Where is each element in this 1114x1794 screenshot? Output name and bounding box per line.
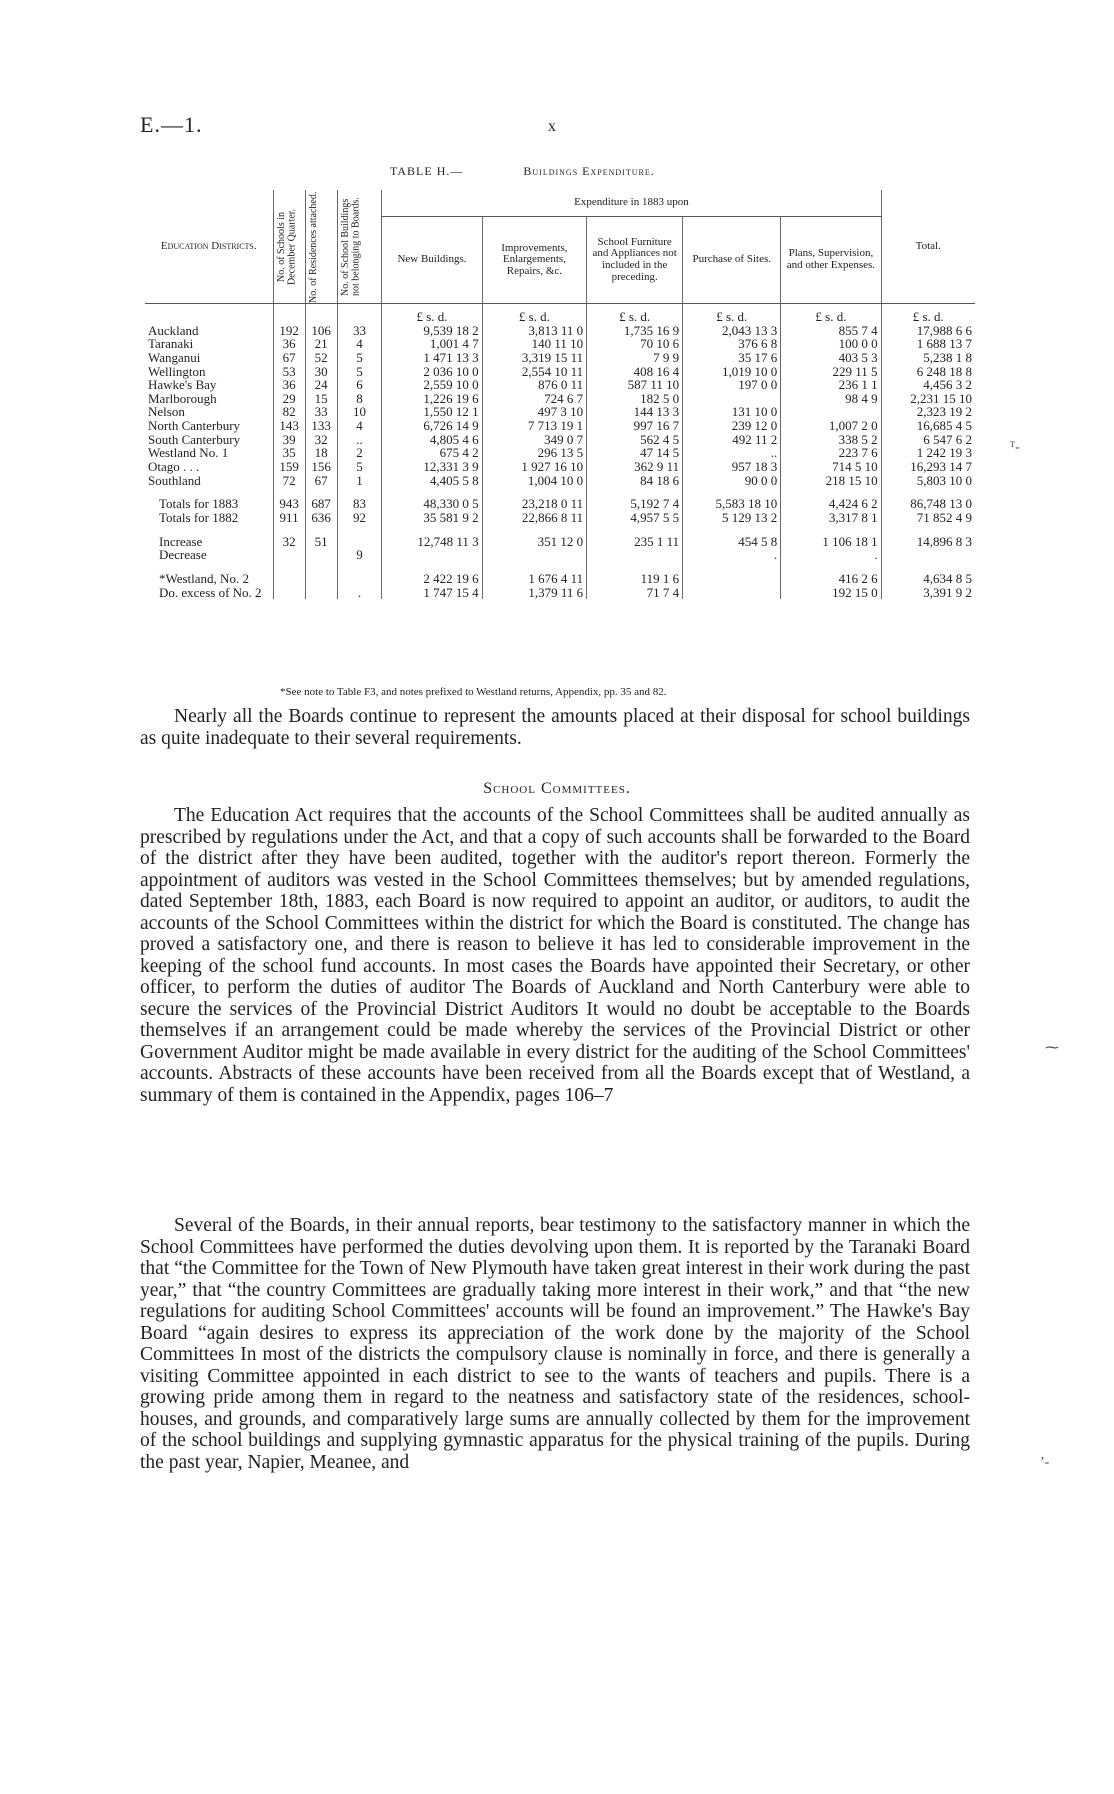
table-title-prefix: TABLE H.— <box>390 164 464 178</box>
cell-new: 48,330 0 5 <box>382 497 482 511</box>
cell-fur: 408 16 4 <box>587 365 683 379</box>
cell-site: 1,019 10 0 <box>683 365 781 379</box>
cell-plan: 1 106 18 1 <box>781 535 881 549</box>
cell-d: Taranaki <box>148 336 194 352</box>
cell-fur <box>587 548 683 562</box>
cell-s: 72 <box>273 474 305 488</box>
cell-site <box>683 392 781 406</box>
margin-mark: ʼ‑ <box>1040 1455 1050 1470</box>
cell-imp: 140 11 10 <box>482 337 587 351</box>
cell-new <box>382 548 482 562</box>
cell-site: 197 0 0 <box>683 378 781 392</box>
cell-plan: 192 15 0 <box>781 586 881 600</box>
cell-imp: 3,319 15 11 <box>482 351 587 365</box>
cell-plan: 236 1 1 <box>781 378 881 392</box>
cell-imp: 3,813 11 0 <box>482 324 587 338</box>
cell-n: 33 <box>337 324 382 338</box>
cell-r: 21 <box>305 337 337 351</box>
cell-imp: 349 0 7 <box>482 433 587 447</box>
cell-site <box>683 586 781 600</box>
cell-new: 1 747 15 4 <box>382 586 482 600</box>
cell-r: 133 <box>305 419 337 433</box>
units-label: £ s. d. <box>382 304 482 324</box>
cell-site: 35 17 6 <box>683 351 781 365</box>
cell-imp: 23,218 0 11 <box>482 497 587 511</box>
buildings-expenditure-table <box>145 190 975 599</box>
cell-n: 5 <box>337 460 382 474</box>
cell-imp: 1 676 4 11 <box>482 572 587 586</box>
cell-s: 36 <box>273 378 305 392</box>
cell-site: .. <box>683 446 781 460</box>
cell-plan: 98 4 9 <box>781 392 881 406</box>
cell-d: Wanganui <box>148 349 201 365</box>
cell-d: Nelson <box>148 404 185 420</box>
cell-site <box>683 572 781 586</box>
cell-s <box>273 586 305 600</box>
cell-n: 2 <box>337 446 382 460</box>
cell-new: 2 036 10 0 <box>382 365 482 379</box>
cell-n: 83 <box>337 497 382 511</box>
cell-plan: 229 11 5 <box>781 365 881 379</box>
cell-tot: 2,323 19 2 <box>881 405 975 419</box>
cell-r: 24 <box>305 378 337 392</box>
cell-plan: 1,007 2 0 <box>781 419 881 433</box>
cell-plan <box>781 405 881 419</box>
cell-imp: 724 6 7 <box>482 392 587 406</box>
report-reference: E.—1. <box>140 112 203 137</box>
increase-decrease-rows <box>145 535 975 562</box>
cell-r: 106 <box>305 324 337 338</box>
cell-new: 35 581 9 2 <box>382 511 482 525</box>
table-row <box>145 586 975 600</box>
cell-new: 1,001 4 7 <box>382 337 482 351</box>
cell-d: Otago . . . <box>148 459 200 475</box>
cell-n: . <box>337 586 382 600</box>
cell-n: 9 <box>337 548 382 562</box>
cell-new: 6,726 14 9 <box>382 419 482 433</box>
margin-mark: ⁓ <box>1045 1041 1059 1056</box>
cell-d: Marlborough <box>148 390 217 406</box>
cell-new: 2,559 10 0 <box>382 378 482 392</box>
table-row <box>145 378 975 392</box>
westland-rows <box>145 572 975 599</box>
cell-imp: 1 927 16 10 <box>482 460 587 474</box>
cell-tot: 4,634 8 5 <box>881 572 975 586</box>
cell-new: 675 4 2 <box>382 446 482 460</box>
cell-new: 12,748 11 3 <box>382 535 482 549</box>
cell-r: 52 <box>305 351 337 365</box>
cell-fur: 587 11 10 <box>587 378 683 392</box>
paragraph-committees-reports: Several of the Boards, in their annual reports, bear testimony to the satisfactory manner in which the School Committees have performed the duties devolving upon them. It is reported by the Taranaki Board that “the Committee for the Town of New Plymouth have taken great interest in their work during the past year,” that “the country Committees are gradually taking more interest in their work,” and that “the new regulations for auditing School Committees' accounts will be found an improvement.” The Hawke's Bay Board “again desires to express its appreciation of the work done by the majority of the School Committees In most of the districts the compulsory clause is nominally in force, and there is generally a visiting Committee appointed in each district to see to the wants of teachers and pupils. There is a growing pride among them in regard to the neatness and satisfactory state of the residences, school-houses, and grounds, and comparatively large sums are annually collected by them for the improvement of the school buildings and supplying gymnastic apparatus for the physical training of the pupils. During the past year, Napier, Meanee, and <box>140 1215 970 1473</box>
table-row <box>145 474 975 488</box>
cell-tot: 4,456 3 2 <box>881 378 975 392</box>
cell-n: 5 <box>337 365 382 379</box>
cell-r <box>305 548 337 562</box>
table-row <box>145 446 975 460</box>
cell-n: 10 <box>337 405 382 419</box>
table-row <box>145 433 975 447</box>
cell-d: North Canterbury <box>148 418 241 434</box>
cell-r <box>305 572 337 586</box>
col-plans-header: Plans, Supervision, and other Expenses. <box>781 217 881 304</box>
cell-plan: 100 0 0 <box>781 337 881 351</box>
cell-fur: 7 9 9 <box>587 351 683 365</box>
table-title <box>390 164 750 179</box>
cell-imp: 497 3 10 <box>482 405 587 419</box>
cell-n: .. <box>337 433 382 447</box>
cell-plan: 714 5 10 <box>781 460 881 474</box>
cell-new: 2 422 19 6 <box>382 572 482 586</box>
cell-site: 492 11 2 <box>683 433 781 447</box>
cell-site: 239 12 0 <box>683 419 781 433</box>
cell-tot: 6 547 6 2 <box>881 433 975 447</box>
cell-fur: 997 16 7 <box>587 419 683 433</box>
table-row <box>145 511 975 525</box>
cell-imp: 7 713 19 1 <box>482 419 587 433</box>
col-schools-header: No. of Schools in December Quarter. <box>275 208 298 285</box>
cell-s: 82 <box>273 405 305 419</box>
paragraph-buildings: Nearly all the Boards continue to represent the amounts placed at their disposal for school buildings as quite inadequate to their several requirements. <box>140 706 970 749</box>
cell-s: 29 <box>273 392 305 406</box>
district-rows <box>145 324 975 488</box>
cell-plan: 338 5 2 <box>781 433 881 447</box>
cell-d: Totals for 1883 <box>159 496 239 512</box>
cell-d: South Canterbury <box>148 431 241 447</box>
page-number: x <box>548 118 556 135</box>
cell-s: 39 <box>273 433 305 447</box>
cell-site: 376 6 8 <box>683 337 781 351</box>
cell-tot: 5,238 1 8 <box>881 351 975 365</box>
expenditure-group-header: Expenditure in 1883 upon <box>382 190 881 217</box>
cell-site: 957 18 3 <box>683 460 781 474</box>
cell-r: 636 <box>305 511 337 525</box>
cell-d: *Westland, No. 2 <box>159 570 249 586</box>
col-sites-header: Purchase of Sites. <box>683 217 781 304</box>
cell-r: 32 <box>305 433 337 447</box>
cell-r <box>305 586 337 600</box>
cell-imp: 2,554 10 11 <box>482 365 587 379</box>
cell-fur: 84 18 6 <box>587 474 683 488</box>
cell-plan: 223 7 6 <box>781 446 881 460</box>
cell-new: 1,550 12 1 <box>382 405 482 419</box>
cell-d: Do. excess of No. 2 <box>159 584 262 600</box>
cell-tot: 2,231 15 10 <box>881 392 975 406</box>
cell-tot: 6 248 18 8 <box>881 365 975 379</box>
cell-new: 4,805 4 6 <box>382 433 482 447</box>
cell-s: 943 <box>273 497 305 511</box>
cell-s: 35 <box>273 446 305 460</box>
table-row <box>145 324 975 338</box>
units-label: £ s. d. <box>781 304 881 324</box>
cell-d: Auckland <box>148 322 199 338</box>
totals-rows <box>145 497 975 524</box>
cell-fur: 119 1 6 <box>587 572 683 586</box>
cell-site: . <box>683 548 781 562</box>
cell-r: 51 <box>305 535 337 549</box>
cell-d: Wellington <box>148 363 206 379</box>
table-row <box>145 351 975 365</box>
cell-fur: 144 13 3 <box>587 405 683 419</box>
cell-imp: 1,004 10 0 <box>482 474 587 488</box>
units-label: £ s. d. <box>587 304 683 324</box>
col-residences-header: No. of Residences attached. <box>307 190 319 303</box>
units-label: £ s. d. <box>482 304 587 324</box>
table-row <box>145 419 975 433</box>
col-district-header: Education Districts. <box>145 190 273 304</box>
cell-fur: 71 7 4 <box>587 586 683 600</box>
cell-d: Decrease <box>159 547 207 563</box>
cell-r: 67 <box>305 474 337 488</box>
cell-plan: 416 2 6 <box>781 572 881 586</box>
cell-imp <box>482 548 587 562</box>
cell-s: 143 <box>273 419 305 433</box>
cell-tot: 17,988 6 6 <box>881 324 975 338</box>
cell-n: 5 <box>337 351 382 365</box>
table-row <box>145 460 975 474</box>
cell-fur: 235 1 11 <box>587 535 683 549</box>
cell-n: 6 <box>337 378 382 392</box>
cell-new: 1 471 13 3 <box>382 351 482 365</box>
cell-d: Hawke's Bay <box>148 377 217 393</box>
cell-r: 18 <box>305 446 337 460</box>
units-label: £ s. d. <box>881 304 975 324</box>
cell-s: 32 <box>273 535 305 549</box>
cell-tot: 71 852 4 9 <box>881 511 975 525</box>
col-furniture-header: School Furniture and Appliances not included in the preceding. <box>587 217 683 304</box>
cell-site: 90 0 0 <box>683 474 781 488</box>
cell-tot: 3,391 9 2 <box>881 586 975 600</box>
cell-fur: 182 5 0 <box>587 392 683 406</box>
cell-s: 192 <box>273 324 305 338</box>
cell-n: 4 <box>337 419 382 433</box>
cell-d: Westland No. 1 <box>148 445 229 461</box>
table-row-increase <box>145 535 975 549</box>
cell-fur: 70 10 6 <box>587 337 683 351</box>
paragraph-committees-audit: The Education Act requires that the accounts of the School Committees shall be audited annually as prescribed by regulations under the Act, and that a copy of such accounts shall be forwarded to the Board of the district after they have been audited, together with the auditor's report thereon. Formerly the appointment of auditors was vested in the School Committees themselves; but by amended regulations, dated September 18th, 1883, each Board is now required to appoint an auditor, or auditors, to audit the accounts of the School Committees within the district for which the Board is constituted. The change has proved a satisfactory one, and there is reason to believe it has led to considerable improvement in the keeping of the school fund accounts. In most cases the Boards have appointed their Secretary, or other officer, to perform the duties of auditor The Boards of Auckland and North Canterbury were able to secure the services of the Provincial District Auditors It would no doubt be acceptable to the Boards themselves if an arrangement could be made whereby the services of the Provincial District or other Government Auditor might be made available in every district for the auditing of the School Committees' accounts. Abstracts of these accounts have been received from all the Boards except that of Westland, a summary of them is contained in the Appendix, pages 106–7 <box>140 805 970 1106</box>
cell-s: 53 <box>273 365 305 379</box>
cell-r: 33 <box>305 405 337 419</box>
cell-plan: 855 7 4 <box>781 324 881 338</box>
cell-tot: 1 688 13 7 <box>881 337 975 351</box>
cell-fur: 47 14 5 <box>587 446 683 460</box>
table-row <box>145 572 975 586</box>
table-footnote: *See note to Table F3, and notes prefixed to Westland returns, Appendix, pp. 35 and 82. <box>280 686 667 698</box>
cell-site: 131 10 0 <box>683 405 781 419</box>
cell-imp: 351 12 0 <box>482 535 587 549</box>
cell-r: 15 <box>305 392 337 406</box>
cell-tot: 14,896 8 3 <box>881 535 975 549</box>
cell-imp: 1,379 11 6 <box>482 586 587 600</box>
cell-tot <box>881 548 975 562</box>
table-row <box>145 405 975 419</box>
cell-plan: 3,317 8 1 <box>781 511 881 525</box>
col-total-header: Total. <box>881 190 975 304</box>
col-new-header: New Buildings. <box>382 217 482 304</box>
cell-site: 2,043 13 3 <box>683 324 781 338</box>
cell-fur: 5,192 7 4 <box>587 497 683 511</box>
cell-imp: 296 13 5 <box>482 446 587 460</box>
table-row <box>145 497 975 511</box>
cell-s: 911 <box>273 511 305 525</box>
cell-n <box>337 535 382 549</box>
cell-fur: 4,957 5 5 <box>587 511 683 525</box>
cell-new: 9,539 18 2 <box>382 324 482 338</box>
cell-imp: 876 0 11 <box>482 378 587 392</box>
cell-site: 454 5 8 <box>683 535 781 549</box>
cell-s <box>273 572 305 586</box>
cell-plan: . <box>781 548 881 562</box>
cell-new: 12,331 3 9 <box>382 460 482 474</box>
cell-new: 4,405 5 8 <box>382 474 482 488</box>
cell-tot: 5,803 10 0 <box>881 474 975 488</box>
cell-n: 92 <box>337 511 382 525</box>
cell-d: Southland <box>148 472 201 488</box>
table-title-rest: Buildings Expenditure. <box>523 164 655 178</box>
cell-site: 5 129 13 2 <box>683 511 781 525</box>
cell-tot: 16,293 14 7 <box>881 460 975 474</box>
table-row <box>145 365 975 379</box>
units-label: £ s. d. <box>683 304 781 324</box>
cell-s: 36 <box>273 337 305 351</box>
cell-n: 1 <box>337 474 382 488</box>
cell-s: 67 <box>273 351 305 365</box>
cell-d: Increase <box>159 533 203 549</box>
section-heading: School Committees. <box>483 780 631 797</box>
cell-fur: 1,735 16 9 <box>587 324 683 338</box>
col-improvements-header: Improvements, Enlargements, Repairs, &c. <box>482 217 587 304</box>
cell-fur: 362 9 11 <box>587 460 683 474</box>
cell-n <box>337 572 382 586</box>
col-not-belonging-header: No. of School Buildings not belonging to Boards. <box>339 197 362 296</box>
cell-s <box>273 548 305 562</box>
cell-r: 687 <box>305 497 337 511</box>
table-row <box>145 392 975 406</box>
cell-new: 1,226 19 6 <box>382 392 482 406</box>
cell-plan: 218 15 10 <box>781 474 881 488</box>
cell-s: 159 <box>273 460 305 474</box>
cell-r: 30 <box>305 365 337 379</box>
cell-tot: 86,748 13 0 <box>881 497 975 511</box>
cell-d: Totals for 1882 <box>159 509 239 525</box>
cell-tot: 1 242 19 3 <box>881 446 975 460</box>
cell-tot: 16,685 4 5 <box>881 419 975 433</box>
table-row <box>145 337 975 351</box>
cell-plan: 4,424 6 2 <box>781 497 881 511</box>
cell-r: 156 <box>305 460 337 474</box>
cell-plan: 403 5 3 <box>781 351 881 365</box>
cell-n: 8 <box>337 392 382 406</box>
cell-fur: 562 4 5 <box>587 433 683 447</box>
margin-mark: ᵀ‑ <box>1010 440 1020 455</box>
cell-site: 5,583 18 10 <box>683 497 781 511</box>
cell-imp: 22,866 8 11 <box>482 511 587 525</box>
table-row-decrease <box>145 548 975 562</box>
cell-n: 4 <box>337 337 382 351</box>
